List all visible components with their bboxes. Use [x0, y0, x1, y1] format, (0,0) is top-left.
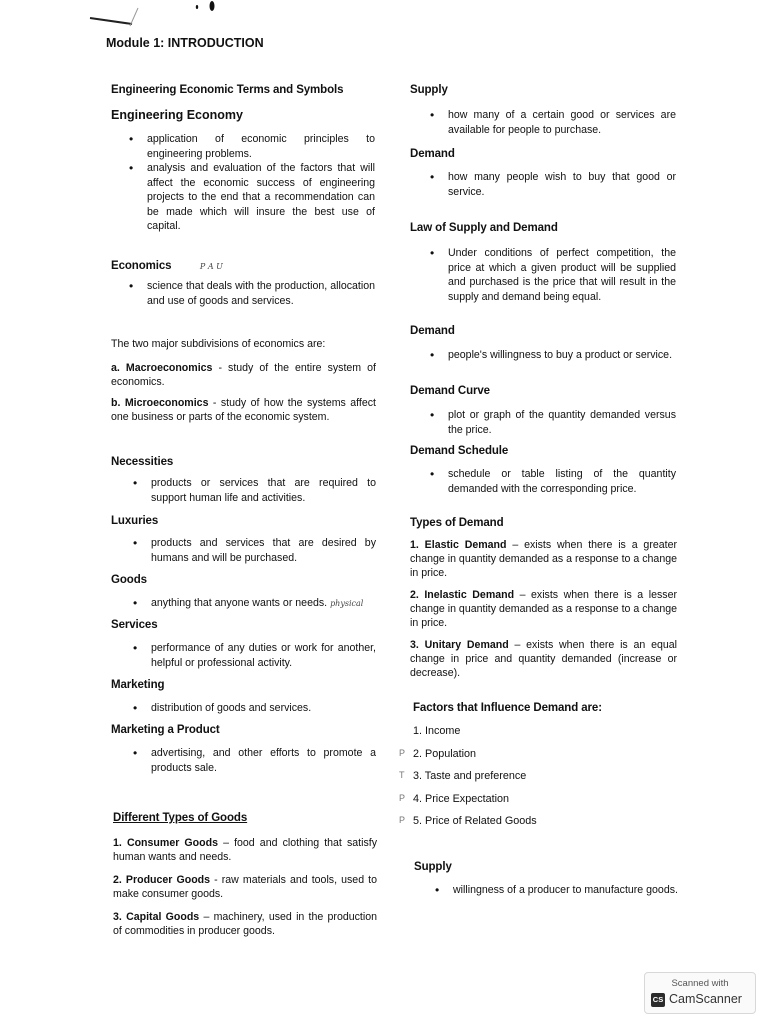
elastic-demand-text: – exists when there is a greater change in quantity demanded as a response to a change in price. — [410, 539, 677, 579]
economics-list — [147, 279, 375, 308]
demand2-list — [448, 348, 676, 363]
elastic-demand-label: 1. Elastic Demand — [410, 539, 507, 551]
producer-goods-text: - raw materials and tools, used to make consumer goods. — [113, 874, 378, 900]
inelastic-demand-item — [410, 588, 677, 630]
unitary-demand-text: – exists when there is an equal change in price and quantity demanded (increase or decrease). — [410, 639, 677, 679]
factor-item-related-goods — [399, 815, 613, 838]
economics-title: Economics — [111, 260, 172, 272]
marketing-product-title: Marketing a Product — [111, 724, 220, 736]
capital-goods-label: 3. Capital Goods — [113, 911, 200, 923]
marketing-title: Marketing — [111, 679, 165, 691]
elastic-demand-item — [410, 538, 677, 580]
luxuries-list — [151, 536, 376, 565]
unitary-demand-label: 3. Unitary Demand — [410, 639, 509, 651]
consumer-goods-text: – food and clothing that satisfy human wants and needs. — [113, 837, 377, 863]
factor-item-income — [413, 725, 613, 748]
camscanner-watermark — [644, 972, 756, 1014]
supply2-list — [453, 883, 679, 898]
subdivisions-intro: The two major subdivisions of economics are: — [111, 338, 326, 350]
services-title: Services — [111, 619, 158, 631]
watermark-top-text: Scanned with — [671, 978, 729, 989]
section-title: Engineering Economic Terms and Symbols — [111, 84, 344, 96]
demand-schedule-list — [448, 467, 676, 496]
demand-list — [448, 170, 676, 199]
supply2-title: Supply — [414, 861, 452, 873]
goods-bullet — [151, 596, 376, 612]
economics-note: P A U — [199, 262, 223, 271]
camscanner-logo-icon: CS — [651, 993, 665, 1007]
services-bullet: • performance of any duties or work for another, helpful or professional activity. — [151, 641, 376, 670]
factors-title: Factors that Influence Demand are: — [413, 702, 602, 714]
unitary-demand-item — [410, 638, 677, 680]
factor-item-taste — [399, 770, 613, 793]
eng-economy-bullet-2: • analysis and evaluation of the factors that will affect the economic success of engineering projects to the end that a recommendation can be made which will insure the best use of capital. — [147, 161, 375, 234]
necessities-list — [151, 476, 376, 505]
economics-header — [111, 256, 311, 274]
microeconomics-text: - study of how the systems affect one business or parts of the economic system. — [111, 397, 376, 423]
types-demand-title: Types of Demand — [410, 517, 504, 529]
demand-curve-title: Demand Curve — [410, 385, 490, 397]
supply-list — [448, 108, 676, 137]
demand-title: Demand — [410, 148, 455, 160]
producer-goods-label: 2. Producer Goods — [113, 874, 211, 886]
factor-text-taste: 3. Taste and preference — [413, 770, 527, 782]
factor-text-related-goods: 5. Price of Related Goods — [413, 815, 537, 827]
supply-bullet: • how many of a certain good or services are available for people to purchase. — [448, 108, 676, 137]
marketing-list — [151, 701, 376, 716]
capital-goods-item — [113, 910, 377, 938]
inelastic-demand-text: – exists when there is a lesser change in quantity demanded as a response to a change in price. — [410, 589, 677, 629]
supply2-bullet: • willingness of a producer to manufacture goods. — [453, 883, 679, 898]
goods-note: physical — [330, 599, 364, 608]
marketing-product-bullet: • advertising, and other efforts to promote a products sale. — [151, 746, 376, 775]
microeconomics-item — [111, 396, 376, 424]
goods-bullet-text: anything that anyone wants or needs. — [151, 597, 328, 609]
factor-item-price-expectation — [399, 792, 613, 816]
luxuries-bullet: • products and services that are desired by humans and will be purchased. — [151, 536, 376, 565]
necessities-title: Necessities — [111, 456, 174, 468]
demand2-title: Demand — [410, 325, 455, 337]
demand-schedule-bullet: • schedule or table listing of the quantity demanded with the corresponding price. — [448, 467, 676, 496]
scan-smudge — [88, 0, 228, 30]
macroeconomics-label: a. Macroeconomics — [111, 362, 213, 374]
factor-mark-taste: T — [399, 770, 405, 780]
macroeconomics-text: - study of the entire system of economics. — [111, 362, 376, 388]
marketing-bullet: • distribution of goods and services. — [151, 701, 376, 716]
economics-bullet: • science that deals with the production, allocation and use of goods and services. — [147, 279, 375, 308]
eng-economy-list — [147, 132, 375, 234]
types-goods-title: Different Types of Goods — [113, 812, 248, 824]
capital-goods-text: – machinery, used in the production of commodities in producer goods. — [113, 911, 377, 937]
consumer-goods-item — [113, 836, 377, 864]
demand-schedule-title: Demand Schedule — [410, 445, 509, 457]
goods-title: Goods — [111, 574, 147, 586]
necessities-bullet: • products or services that are required to support human life and activities. — [151, 476, 376, 505]
inelastic-demand-label: 2. Inelastic Demand — [410, 589, 515, 601]
watermark-brand-name: CamScanner — [669, 992, 742, 1006]
factor-item-population — [399, 747, 613, 771]
factor-text-income: 1. Income — [413, 725, 461, 737]
demand-curve-list — [448, 408, 676, 437]
eng-economy-bullet-1: • application of economic principles to engineering problems. — [147, 132, 375, 161]
luxuries-title: Luxuries — [111, 515, 159, 527]
demand-bullet: • how many people wish to buy that good or service. — [448, 170, 676, 199]
law-list — [448, 246, 676, 304]
factor-text-population: 2. Population — [413, 747, 477, 760]
law-title: Law of Supply and Demand — [410, 222, 558, 234]
producer-goods-item — [113, 873, 377, 901]
microeconomics-label: b. Microeconomics — [111, 397, 209, 409]
factor-mark-price-expectation: P — [399, 792, 406, 803]
consumer-goods-label: 1. Consumer Goods — [113, 837, 218, 849]
demand-curve-bullet: • plot or graph of the quantity demanded versus the price. — [448, 408, 676, 437]
law-bullet: • Under conditions of perfect competition, the price at which a given product will be supplied and purchased is the price that will result in the supply and demand being equal. — [448, 246, 676, 304]
module-title: Module 1: INTRODUCTION — [106, 36, 264, 50]
factor-mark-population: P — [399, 747, 406, 758]
goods-list — [151, 596, 376, 612]
factor-text-price-expectation: 4. Price Expectation — [413, 792, 510, 805]
factor-mark-related-goods: P — [399, 815, 406, 825]
supply-title: Supply — [410, 84, 448, 96]
services-list — [151, 641, 376, 670]
eng-economy-title: Engineering Economy — [111, 108, 243, 122]
demand2-bullet: • people's willingness to buy a product or service. — [448, 348, 676, 363]
marketing-product-list — [151, 746, 376, 775]
macroeconomics-item — [111, 361, 376, 389]
factors-list — [399, 725, 613, 838]
